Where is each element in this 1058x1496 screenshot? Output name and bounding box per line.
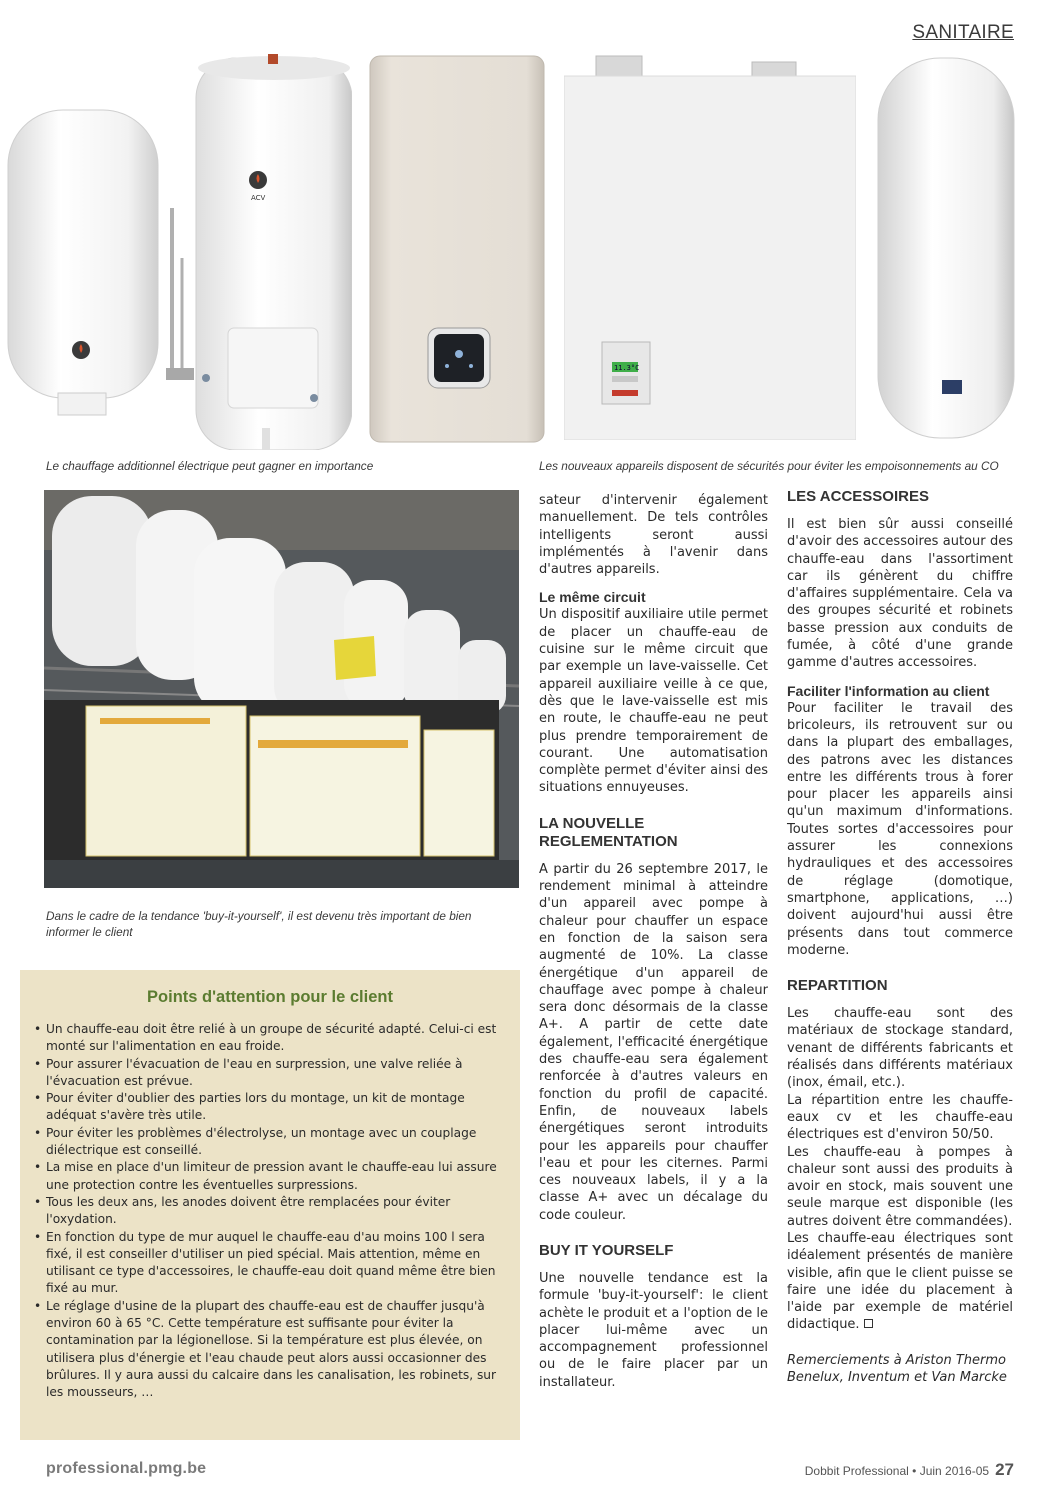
article-column-right [787,488,1013,1386]
list-item: • Pour éviter les problèmes d'électrolyse, un montage avec un couplage diélectrique est conseillé. [34,1125,506,1160]
photo-round-boiler [866,54,1026,444]
repartition-p1: Les chauffe-eau sont des matériaux de stockage standard, venant de différents fabricants et réalisés dans différents matériaux (inox, émail, etc.). [787,1006,1013,1091]
heading-meme-circuit: Le même circuit [539,589,646,606]
repartition-p4: Les chauffe-eau électriques sont idéalement présentés de manière visible, afin que le client puisse se faire une idée du placement à l'aide par exemple de matériel didactique. [787,1230,1013,1333]
list-item: • Pour éviter d'oublier des parties lors du montage, un kit de montage adéquat s'avère très utile. [34,1090,506,1125]
heading-faciliter: Faciliter l'information au client [787,682,990,699]
intro-paragraph: sateur d'intervenir également manuellement. De tels contrôles intelligents seront aussi implémentés à l'avenir dans d'autres appareils. [539,493,768,578]
reglementation-body: A partir du 26 septembre 2017, le rendement minimal à atteindre d'un appareil avec pompe à chaleur pour chauffer un espace en fonction de la saison sera augmenté de 10%. La classe énergétique d'un appareil de chauffage avec pompe à chaleur sera donc désormais de la classe A+. A partir de cette date également, l'efficacité énergétique des chauffe-eau sera également renforcée à d'autres valeurs en fonction du profil de capacité. Enfin, de nouveaux labels énergétiques seront introduits pour les appareils pour chauffer l'eau et pour les citernes. Parmi ces nouveaux labels, il y a la classe A+ avec un décalage du code couleur. [539,861,768,1223]
heading-buy-it-yourself: BUY IT YOURSELF [539,1241,674,1259]
buy-body: Une nouvelle tendance est la formule 'buy-it-yourself': le client achète le produit et a l'option de le placer lui-même avec un accompagnement professionnel ou de le faire placer par un installateur. [539,1270,768,1390]
caption-shop: Dans le cadre de la tendance 'buy-it-yourself', il est devenu très important de bien informer le client [46,909,472,939]
heading-reglementation: LA NOUVELLE REGLEMENTATION [539,814,678,850]
repartition-p4-wrap [787,1230,1013,1334]
thanks-note: Remerciements à Ariston Thermo Benelux, Inventum et Van Marcke [787,1352,1007,1386]
info-box [20,970,520,1440]
repartition-p2: La répartition entre les chauffe-eaux cv et les chauffe-eau électriques est d'environ 50/50. [787,1092,1013,1143]
list-item: • Le réglage d'usine de la plupart des chauffe-eau est de chauffer jusqu'à environ 60 à 65 °C. Cette température est suffisante pour éviter la contamination par la légionellose. Si la température est plus élevée, on utilisera plus d'énergie et l'eau chaude peut alors aussi occasionner des brûlures. Il y aura aussi du calcaire dans les canalisation, les robinets, sur les mousseurs, … [34,1298,506,1402]
section-tag: SANITAIRE [912,22,1014,43]
photo-wall-boiler [564,54,856,440]
meme-circuit-body: Un dispositif auxiliaire utile permet de placer un chauffe-eau de cuisine sur le même circuit que par exemple un lave-vaisselle. Cet appareil auxiliaire veille à ce que, dès que le lave-vaisselle est mis en route, le chauffe-eau ne peut plus prendre temporairement de courant. Une automatisation complète permet d'éviter ainsi des situations ennuyeuses. [539,607,768,796]
caption-top-left: Le chauffage additionnel électrique peut gagner en importance [46,459,374,473]
photo-acv-boilers [0,48,352,450]
list-item: • La mise en place d'un limiteur de pression avant le chauffe-eau lui assure une protection contre les éventuelles surpressions. [34,1159,506,1194]
article-column-middle [539,492,768,1391]
footer-site: professional.pmg.be [46,1460,207,1477]
info-box-title: Points d'attention pour le client [147,988,393,1006]
heading-repartition: REPARTITION [787,977,888,995]
list-item: • Un chauffe-eau doit être relié à un groupe de sécurité adapté. Celui-ci est monté sur l'alimentation en eau froide. [34,1021,506,1056]
heading-accessoires: LES ACCESSOIRES [787,488,929,505]
display-readout: 11.3°C [614,364,640,372]
caption-top-right: Les nouveaux appareils disposent de sécurités pour éviter les empoisonnements au CO [539,459,999,473]
accessoires-body: Il est bien sûr aussi conseillé d'avoir des accessoires autour des chauffe-eau dans l'assortiment car ils génèrent du chiffre d'affaires supplémentaire. Cela va des groupes sécurité et robinets basse pression aux conduits de fumée, à côté d'une grande gamme d'autres accessoires. [787,517,1013,671]
list-item: • Tous les deux ans, les anodes doivent être remplacées pour éviter l'oxydation. [34,1194,506,1229]
faciliter-body: Pour faciliter le travail des bricoleurs, ils retrouvent sur ou dans la plupart des emballages, des patrons avec les distances entre les différents trous à forer pour placer les appareils ainsi qu'un maximum d'informations. Toutes sortes d'accessoires pour assurer les connexions hydrauliques et des accessoires de réglage (domotique, smartphone, applications, …) doivent aujourd'hui aussi être présents dans tout commerce moderne. [787,700,1013,958]
end-mark-icon [864,1319,873,1328]
list-item: • En fonction du type de mur auquel le chauffe-eau d'au moins 100 l sera fixé, il est conseiller d'utiliser un pied spécial. Mais attention, même en utilisant ce type d'accessoires, le chauffe-eau doit quand même être bien fixé au mur. [34,1229,506,1298]
photo-shop-display [44,490,519,888]
list-item: • Pour assurer l'évacuation de l'eau en surpression, une valve reliée à l'évacuation est prévue. [34,1056,506,1091]
publication-name: Dobbit Professional • Juin 2016-05 [804,1464,990,1478]
acv-logo-text: ACV [251,194,266,202]
repartition-p3: Les chauffe-eau à pompes à chaleur sont aussi des produits à avoir en stock, mais souvent une seule marque est disponible (les autres doivent être commandées). [787,1144,1013,1229]
page-number: 27 [995,1460,1014,1479]
footer-publication [805,1460,1014,1480]
info-box-list [34,1021,506,1402]
photo-flat-heater [364,54,550,446]
